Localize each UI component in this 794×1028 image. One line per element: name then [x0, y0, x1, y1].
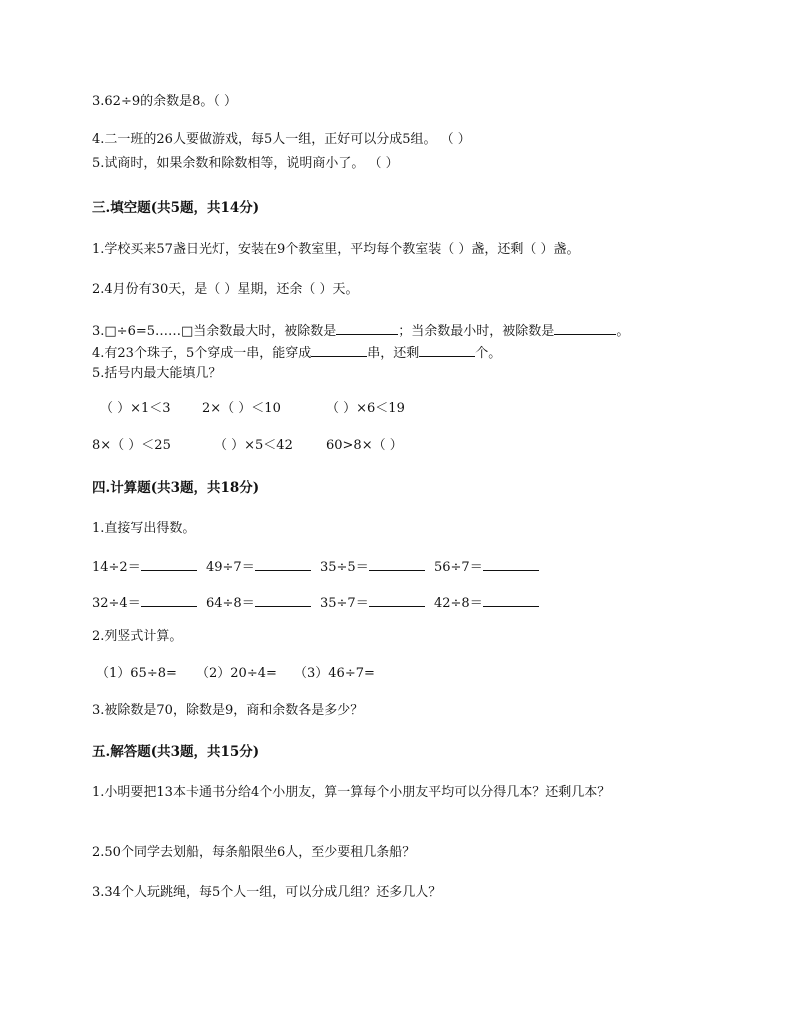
judge-question-4: 4.二一班的26人要做游戏，每5人一组，正好可以分成5组。 （ ）: [92, 132, 471, 147]
inequality-item: 2×（ ）＜10: [202, 401, 281, 416]
oral-calc-item: [92, 593, 197, 613]
oral-calc-item: [206, 593, 311, 613]
vertical-calc-item: （1）65÷8=: [96, 666, 177, 681]
inequality-item: （ ）×6＜19: [326, 401, 405, 416]
oral-calc-expression: 42÷8＝: [434, 596, 483, 611]
fill-question-4-part-c: 个。: [475, 346, 502, 361]
calculation-heading: 四.计算题(共3题，共18分): [92, 480, 260, 496]
oral-calc-item: [434, 593, 539, 613]
fill-question-4-part-b: 串，还剩: [367, 346, 420, 361]
oral-calc-item: [434, 557, 539, 577]
oral-calc-item: [206, 557, 311, 577]
oral-calc-expression: 49÷7＝: [206, 560, 255, 575]
inequality-item: 8×（ ）＜25: [92, 438, 171, 453]
oral-calc-expression: 64÷8＝: [206, 596, 255, 611]
answer-blank[interactable]: [483, 593, 539, 607]
word-problem-2: 2.50个同学去划船，每条船限坐6人，至少要租几条船？: [92, 845, 416, 860]
oral-calc-item: [92, 557, 197, 577]
inequality-item: （ ）×5＜42: [214, 438, 293, 453]
inequality-item: （ ）×1＜3: [100, 401, 171, 416]
fill-question-3: [92, 321, 629, 341]
oral-calc-expression: 35÷5＝: [320, 560, 369, 575]
vertical-calc-item: （2）20÷4=: [196, 666, 277, 681]
answer-blank[interactable]: [311, 343, 367, 357]
answer-blank[interactable]: [419, 343, 475, 357]
answer-blank[interactable]: [554, 321, 616, 335]
fill-question-3-part-c: 。: [616, 324, 630, 339]
fill-question-5: 5.括号内最大能填几？: [92, 366, 222, 381]
oral-calc-expression: 35÷7＝: [320, 596, 369, 611]
fill-question-4-part-a: 4.有23个珠子，5个穿成一串，能穿成: [92, 346, 312, 361]
answer-blank[interactable]: [369, 557, 425, 571]
calc-question-3: 3.被除数是70，除数是9，商和余数各是多少？: [92, 703, 364, 718]
oral-calc-expression: 32÷4＝: [92, 596, 141, 611]
vertical-calc-item: （3）46÷7=: [294, 666, 375, 681]
answer-blank[interactable]: [336, 321, 398, 335]
fill-blank-heading: 三.填空题(共5题，共14分): [92, 200, 260, 216]
answer-blank[interactable]: [141, 557, 197, 571]
oral-calc-item: [320, 557, 425, 577]
fill-question-2: 2.4月份有30天，是（ ）星期，还余（ ）天。: [92, 282, 359, 297]
inequality-item: 60>8×（ ）: [326, 438, 403, 453]
answer-blank[interactable]: [255, 593, 311, 607]
answer-blank[interactable]: [255, 557, 311, 571]
answer-blank[interactable]: [483, 557, 539, 571]
answer-blank[interactable]: [369, 593, 425, 607]
fill-question-3-part-b: ；当余数最小时，被除数是: [398, 324, 555, 339]
oral-calc-expression: 14÷2＝: [92, 560, 141, 575]
fill-question-4: [92, 343, 501, 363]
judge-question-3: 3.62÷9的余数是8。（ ）: [92, 94, 238, 109]
answer-blank[interactable]: [141, 593, 197, 607]
calc-question-1: 1.直接写出得数。: [92, 521, 196, 536]
oral-calc-item: [320, 593, 425, 613]
fill-question-1: 1.学校买来57盏日光灯，安装在9个教室里，平均每个教室装（ ）盏，还剩（ ）盏。: [92, 242, 580, 257]
word-problem-1: 1.小明要把13本卡通书分给4个小朋友，算一算每个小朋友平均可以分得几本？还剩几本？: [92, 785, 611, 800]
word-problem-heading: 五.解答题(共3题，共15分): [92, 744, 260, 760]
calc-question-2: 2.列竖式计算。: [92, 629, 183, 644]
oral-calc-expression: 56÷7＝: [434, 560, 483, 575]
judge-question-5: 5.试商时，如果余数和除数相等，说明商小了。 （ ）: [92, 156, 399, 171]
fill-question-3-part-a: 3.□÷6=5……□当余数最大时，被除数是: [92, 324, 337, 339]
word-problem-3: 3.34个人玩跳绳，每5个人一组，可以分成几组？还多几人？: [92, 885, 442, 900]
